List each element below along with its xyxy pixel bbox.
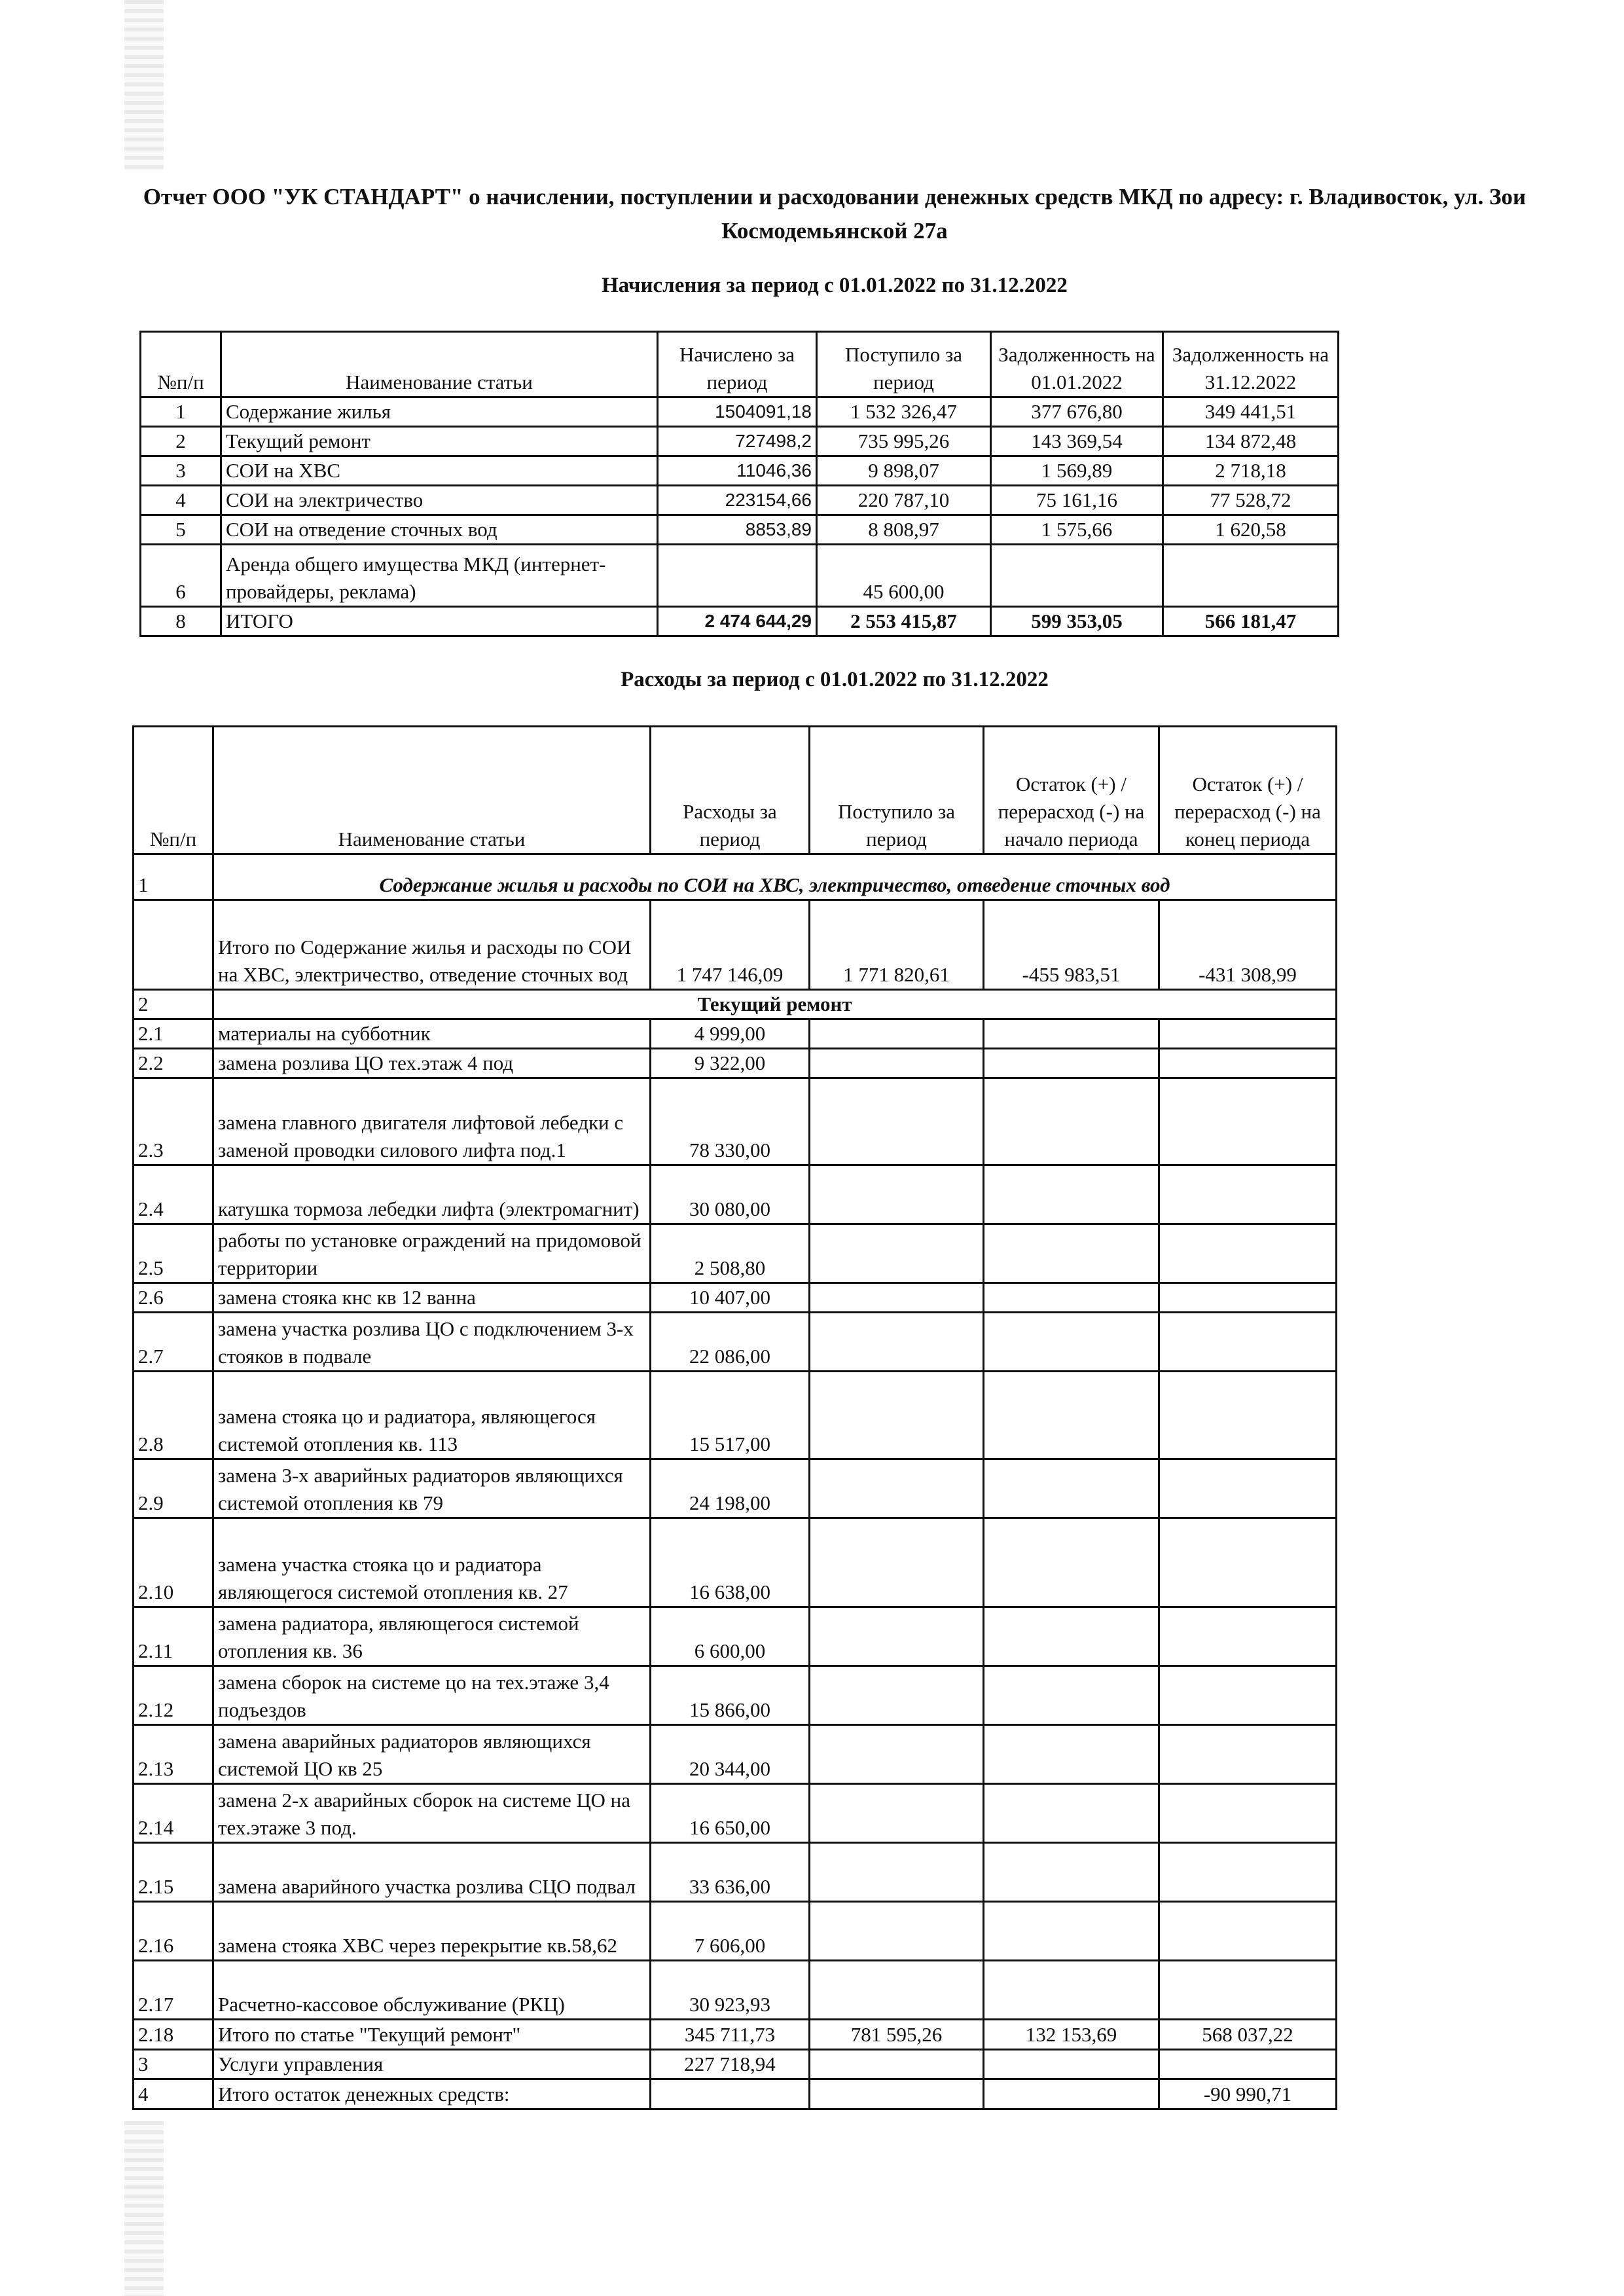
row-balance-start	[984, 1313, 1159, 1372]
table-row	[134, 1224, 1337, 1283]
row-received: 9 898,07	[817, 456, 991, 486]
group-number: 1	[134, 854, 213, 900]
row-expense: 30 923,93	[651, 1961, 810, 2020]
table-row	[134, 1784, 1337, 1843]
row-name: замена 2-х аварийных сборок на системе ЦО на тех.этаже 3 под.	[213, 1784, 651, 1843]
row-number: 2.6	[134, 1283, 213, 1313]
row-received	[810, 2050, 984, 2079]
row-name: замена участка розлива ЦО с подключением 3-х стояков в подвале	[213, 1313, 651, 1372]
row-name: замена стояка кнс кв 12 ванна	[213, 1283, 651, 1313]
scan-edge-bottom	[124, 2121, 164, 2296]
row-accrued: 1504091,18	[658, 397, 817, 427]
row-expense: 10 407,00	[651, 1283, 810, 1313]
row-balance-start	[984, 1459, 1159, 1518]
row-debt-start: 1 569,89	[991, 456, 1163, 486]
header-debt-start: Задолженность на 01.01.2022	[991, 332, 1163, 397]
group-header-row	[134, 854, 1337, 900]
row-received	[810, 1078, 984, 1165]
row-expense: 20 344,00	[651, 1725, 810, 1784]
row-received	[810, 1165, 984, 1224]
row-received	[810, 1784, 984, 1843]
row-debt-end: 349 441,51	[1163, 397, 1339, 427]
row-number: 2	[141, 427, 221, 456]
expenses-section-title: Расходы за период с 01.01.2022 по 31.12.2022	[621, 668, 1049, 691]
row-name: работы по установке ограждений на придомовой территории	[213, 1224, 651, 1283]
table-row	[134, 1049, 1337, 1078]
table-row	[134, 1078, 1337, 1165]
row-expense: 30 080,00	[651, 1165, 810, 1224]
row-debt-start: 75 161,16	[991, 486, 1163, 515]
row-expense: 1 747 146,09	[651, 900, 810, 990]
row-balance-start	[984, 1372, 1159, 1459]
row-received	[810, 1283, 984, 1313]
header-name: Наименование статьи	[213, 727, 651, 854]
row-balance-end: 568 037,22	[1159, 2020, 1337, 2050]
table-row	[134, 1518, 1337, 1607]
header-expense: Расходы за период	[651, 727, 810, 854]
row-debt-end: 2 718,18	[1163, 456, 1339, 486]
table-row	[134, 1313, 1337, 1372]
row-balance-end	[1159, 1518, 1337, 1607]
row-name: замена розлива ЦО тех.этаж 4 под	[213, 1049, 651, 1078]
row-number	[134, 900, 213, 990]
header-number: №п/п	[134, 727, 213, 854]
row-received	[810, 1459, 984, 1518]
row-balance-end	[1159, 1165, 1337, 1224]
row-expense: 33 636,00	[651, 1843, 810, 1902]
table-row	[134, 1961, 1337, 2020]
row-expense: 24 198,00	[651, 1459, 810, 1518]
row-balance-start	[984, 1518, 1159, 1607]
row-balance-start	[984, 1165, 1159, 1224]
row-balance-start	[984, 1224, 1159, 1283]
row-received	[810, 2079, 984, 2109]
table-row	[141, 515, 1339, 545]
row-name: катушка тормоза лебедки лифта (электромагнит)	[213, 1165, 651, 1224]
table-row	[134, 1283, 1337, 1313]
row-debt-start: 377 676,80	[991, 397, 1163, 427]
row-expense: 22 086,00	[651, 1313, 810, 1372]
row-balance-end	[1159, 1224, 1337, 1283]
row-received	[810, 1049, 984, 1078]
balance-row	[134, 2079, 1337, 2109]
row-accrued: 2 474 644,29	[658, 607, 817, 636]
row-received	[810, 1607, 984, 1666]
row-received: 1 532 326,47	[817, 397, 991, 427]
row-expense: 78 330,00	[651, 1078, 810, 1165]
row-received	[810, 1019, 984, 1049]
row-received	[810, 1725, 984, 1784]
table-row	[141, 456, 1339, 486]
row-number: 6	[141, 545, 221, 607]
row-expense: 15 866,00	[651, 1666, 810, 1725]
group-total-row	[134, 900, 1337, 990]
row-name: ИТОГО	[221, 607, 658, 636]
row-debt-end: 1 620,58	[1163, 515, 1339, 545]
row-debt-start	[991, 545, 1163, 607]
row-expense: 7 606,00	[651, 1902, 810, 1961]
row-name: СОИ на электричество	[221, 486, 658, 515]
row-name: замена 3-х аварийных радиаторов являющихся системой отопления кв 79	[213, 1459, 651, 1518]
row-name: замена главного двигателя лифтовой лебедки с заменой проводки силового лифта под.1	[213, 1078, 651, 1165]
row-balance-start	[984, 1725, 1159, 1784]
row-balance-end	[1159, 1902, 1337, 1961]
row-number: 2.7	[134, 1313, 213, 1372]
header-number: №п/п	[141, 332, 221, 397]
row-expense: 345 711,73	[651, 2020, 810, 2050]
management-row	[134, 2050, 1337, 2079]
row-balance-start	[984, 1961, 1159, 2020]
row-debt-start: 599 353,05	[991, 607, 1163, 636]
row-balance-start: 132 153,69	[984, 2020, 1159, 2050]
scan-edge-top	[124, 0, 164, 170]
row-name: Расчетно-кассовое обслуживание (РКЦ)	[213, 1961, 651, 2020]
accruals-total-row	[141, 607, 1339, 636]
table-row	[134, 1725, 1337, 1784]
row-name: Итого по Содержание жилья и расходы по СОИ на ХВС, электричество, отведение сточных вод	[213, 900, 651, 990]
row-accrued	[658, 545, 817, 607]
row-accrued: 223154,66	[658, 486, 817, 515]
accruals-table	[139, 331, 1339, 637]
table-row	[134, 1902, 1337, 1961]
accruals-section-title: Начисления за период с 01.01.2022 по 31.12.2022	[602, 274, 1068, 297]
row-balance-end	[1159, 1372, 1337, 1459]
row-number: 5	[141, 515, 221, 545]
row-number: 2.1	[134, 1019, 213, 1049]
row-expense: 16 650,00	[651, 1784, 810, 1843]
row-name: замена участка стояка цо и радиатора являющегося системой отопления кв. 27	[213, 1518, 651, 1607]
row-number: 2.10	[134, 1518, 213, 1607]
row-name: материалы на субботник	[213, 1019, 651, 1049]
row-number: 3	[141, 456, 221, 486]
expenses-table	[132, 725, 1337, 2110]
table-row	[134, 1459, 1337, 1518]
row-balance-start	[984, 1283, 1159, 1313]
row-debt-start: 1 575,66	[991, 515, 1163, 545]
row-expense: 16 638,00	[651, 1518, 810, 1607]
row-received: 8 808,97	[817, 515, 991, 545]
row-received: 781 595,26	[810, 2020, 984, 2050]
repair-total-row	[134, 2020, 1337, 2050]
row-name: Услуги управления	[213, 2050, 651, 2079]
row-balance-end	[1159, 1725, 1337, 1784]
row-accrued: 727498,2	[658, 427, 817, 456]
row-name: замена аварийных радиаторов являющихся системой ЦО кв 25	[213, 1725, 651, 1784]
row-name: замена стояка ХВС через перекрытие кв.58,62	[213, 1902, 651, 1961]
row-balance-end	[1159, 1019, 1337, 1049]
row-number: 2.8	[134, 1372, 213, 1459]
table-row	[141, 397, 1339, 427]
row-balance-end: -431 308,99	[1159, 900, 1337, 990]
row-expense	[651, 2079, 810, 2109]
header-received: Поступило за период	[817, 332, 991, 397]
row-balance-end	[1159, 1078, 1337, 1165]
row-balance-end	[1159, 1843, 1337, 1902]
row-expense: 6 600,00	[651, 1607, 810, 1666]
row-balance-end	[1159, 1313, 1337, 1372]
row-number: 2.12	[134, 1666, 213, 1725]
row-balance-end	[1159, 1283, 1337, 1313]
row-balance-start	[984, 1019, 1159, 1049]
header-accrued: Начислено за период	[658, 332, 817, 397]
group-header-row	[134, 990, 1337, 1019]
table-row	[141, 427, 1339, 456]
row-name: замена аварийного участка розлива СЦО подвал	[213, 1843, 651, 1902]
row-balance-end	[1159, 1049, 1337, 1078]
table-row	[134, 1843, 1337, 1902]
row-expense: 15 517,00	[651, 1372, 810, 1459]
expenses-header-row	[134, 727, 1337, 854]
row-received	[810, 1843, 984, 1902]
row-expense: 4 999,00	[651, 1019, 810, 1049]
row-balance-start	[984, 1078, 1159, 1165]
row-number: 4	[141, 486, 221, 515]
row-number: 4	[134, 2079, 213, 2109]
row-number: 2.16	[134, 1902, 213, 1961]
row-received: 220 787,10	[817, 486, 991, 515]
header-received: Поступило за период	[810, 727, 984, 854]
row-received	[810, 1518, 984, 1607]
row-number: 8	[141, 607, 221, 636]
row-number: 1	[141, 397, 221, 427]
row-number: 2.18	[134, 2020, 213, 2050]
row-debt-end	[1163, 545, 1339, 607]
row-received: 45 600,00	[817, 545, 991, 607]
group-title: Содержание жилья и расходы по СОИ на ХВС, электричество, отведение сточных вод	[213, 854, 1337, 900]
row-balance-start	[984, 2079, 1159, 2109]
table-row	[134, 1666, 1337, 1725]
table-row	[134, 1165, 1337, 1224]
row-balance-end	[1159, 1666, 1337, 1725]
accruals-header-row	[141, 332, 1339, 397]
row-name: СОИ на отведение сточных вод	[221, 515, 658, 545]
header-balance-start: Остаток (+) / перерасход (-) на начало периода	[984, 727, 1159, 854]
row-number: 2.13	[134, 1725, 213, 1784]
row-received	[810, 1372, 984, 1459]
row-accrued: 8853,89	[658, 515, 817, 545]
row-received: 2 553 415,87	[817, 607, 991, 636]
group-number: 2	[134, 990, 213, 1019]
row-name: Аренда общего имущества МКД (интернет-провайдеры, реклама)	[221, 545, 658, 607]
row-debt-end: 134 872,48	[1163, 427, 1339, 456]
row-balance-end: -90 990,71	[1159, 2079, 1337, 2109]
row-accrued: 11046,36	[658, 456, 817, 486]
row-name: Итого по статье "Текущий ремонт"	[213, 2020, 651, 2050]
report-title: Отчет ООО "УК СТАНДАРТ" о начислении, поступлении и расходовании денежных средств МКД по адресу: г. Владивосток, ул. Зои Космодемьянской 27а	[143, 184, 1526, 244]
row-expense: 227 718,94	[651, 2050, 810, 2079]
row-balance-start	[984, 1784, 1159, 1843]
row-received	[810, 1902, 984, 1961]
row-name: замена сборок на системе цо на тех.этаже 3,4 подъездов	[213, 1666, 651, 1725]
row-number: 2.3	[134, 1078, 213, 1165]
row-number: 2.17	[134, 1961, 213, 2020]
row-number: 2.15	[134, 1843, 213, 1902]
row-received	[810, 1961, 984, 2020]
row-number: 2.9	[134, 1459, 213, 1518]
header-debt-end: Задолженность на 31.12.2022	[1163, 332, 1339, 397]
row-name: замена радиатора, являющегося системой отопления кв. 36	[213, 1607, 651, 1666]
row-name: Итого остаток денежных средств:	[213, 2079, 651, 2109]
table-row	[134, 1607, 1337, 1666]
row-name: Содержание жилья	[221, 397, 658, 427]
row-balance-start: -455 983,51	[984, 900, 1159, 990]
row-received: 1 771 820,61	[810, 900, 984, 990]
row-name: замена стояка цо и радиатора, являющегося системой отопления кв. 113	[213, 1372, 651, 1459]
row-number: 2.5	[134, 1224, 213, 1283]
row-debt-end: 566 181,47	[1163, 607, 1339, 636]
row-number: 3	[134, 2050, 213, 2079]
row-number: 2.2	[134, 1049, 213, 1078]
row-number: 2.14	[134, 1784, 213, 1843]
table-row	[134, 1019, 1337, 1049]
row-received	[810, 1313, 984, 1372]
table-row	[141, 545, 1339, 607]
header-balance-end: Остаток (+) / перерасход (-) на конец периода	[1159, 727, 1337, 854]
header-name: Наименование статьи	[221, 332, 658, 397]
row-received	[810, 1666, 984, 1725]
table-row	[134, 1372, 1337, 1459]
row-balance-end	[1159, 2050, 1337, 2079]
row-balance-start	[984, 2050, 1159, 2079]
row-balance-end	[1159, 1607, 1337, 1666]
row-received	[810, 1224, 984, 1283]
row-balance-end	[1159, 1459, 1337, 1518]
row-name: СОИ на ХВС	[221, 456, 658, 486]
row-name: Текущий ремонт	[221, 427, 658, 456]
row-received: 735 995,26	[817, 427, 991, 456]
row-balance-start	[984, 1607, 1159, 1666]
row-balance-end	[1159, 1961, 1337, 2020]
row-debt-start: 143 369,54	[991, 427, 1163, 456]
row-debt-end: 77 528,72	[1163, 486, 1339, 515]
row-balance-start	[984, 1666, 1159, 1725]
group-title: Текущий ремонт	[213, 990, 1337, 1019]
row-balance-start	[984, 1049, 1159, 1078]
row-balance-start	[984, 1843, 1159, 1902]
row-number: 2.4	[134, 1165, 213, 1224]
row-expense: 9 322,00	[651, 1049, 810, 1078]
row-expense: 2 508,80	[651, 1224, 810, 1283]
table-row	[141, 486, 1339, 515]
row-balance-end	[1159, 1784, 1337, 1843]
row-balance-start	[984, 1902, 1159, 1961]
row-number: 2.11	[134, 1607, 213, 1666]
